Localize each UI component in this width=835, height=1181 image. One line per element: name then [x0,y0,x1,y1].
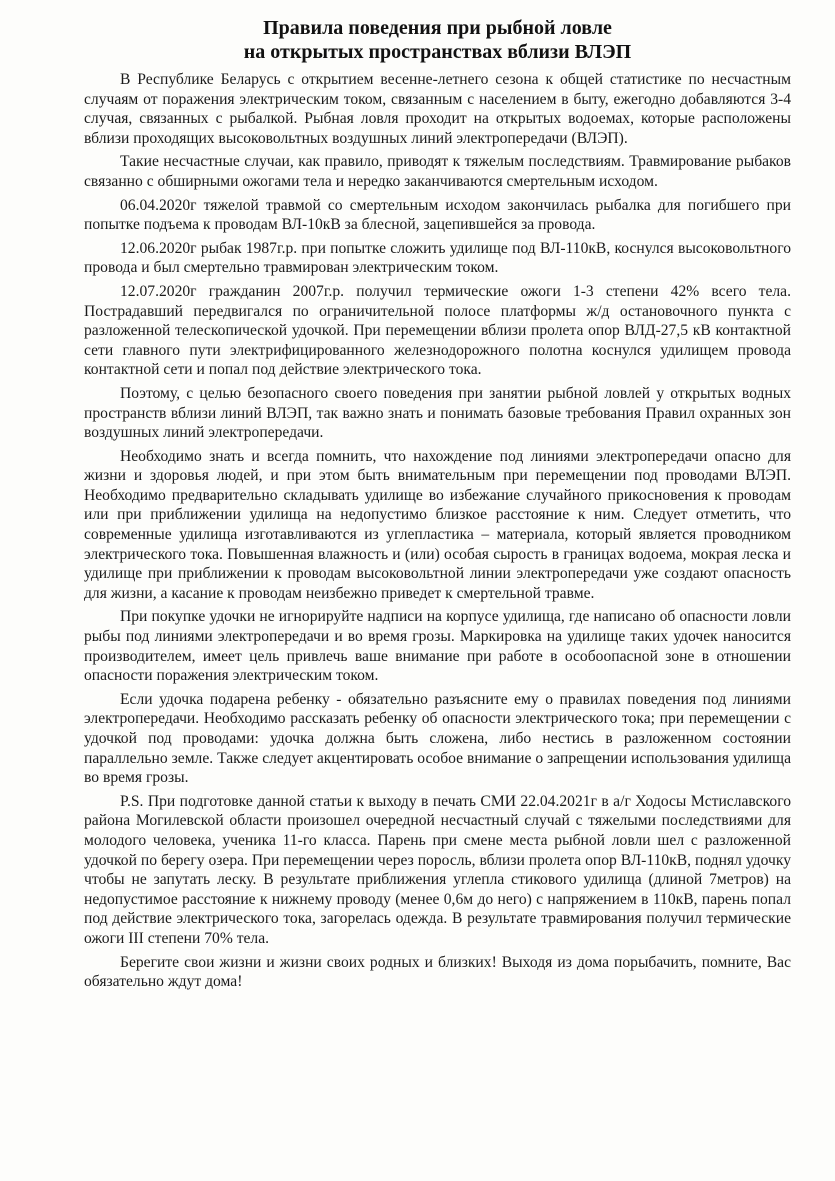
paragraph-incident-3: 12.07.2020г гражданин 2007г.р. получил термические ожоги 1-3 степени 42% всего тела. Пострадавший передвигался по ограничительной полосе платформы ж/д остановочного пункта с разложенной телескопической удочкой. При перемещении вблизи пролета опор ВЛД-27,5 кВ контактной сети главного пути электрифицированного железнодорожного полотна коснулся удилищем провода контактной сети и попал под действие электрического тока. [84,282,791,379]
paragraph-incident-1: 06.04.2020г тяжелой травмой со смертельным исходом закончилась рыбалка для погибшего при попытке подъема к проводам ВЛ-10кВ за блесной, зацепившейся за провода. [84,196,791,234]
paragraph-incident-2: 12.06.2020г рыбак 1987г.р. при попытке сложить удилище под ВЛ-110кВ, коснулся высоковольтного провода и был смертельно травмирован электрическим током. [84,239,791,277]
title-line-2: на открытых пространствах вблизи ВЛЭП [243,41,632,63]
paragraph-marking: При покупке удочки не игнорируйте надписи на корпусе удилища, где написано об опасности ловли рыбы под линиями электропередачи и во время грозы. Маркировка на удилище таких удочек наносится производителем, имеет цель привлечь ваше внимание при работе в особоопасной зоне в отношении опасности поражения электрическим током. [84,608,791,685]
title-line-1: Правила поведения при рыбной ловле [263,17,612,39]
paragraph-children: Если удочка подарена ребенку - обязательно разъясните ему о правилах поведения под линиями электропередачи. Необходимо рассказать ребенку об опасности электрического тока; при перемещении с удочкой под проводами: удочка должна быть сложена, либо нестись в разложенном состоянии параллельно земле. Также следует акцентировать особое внимание о запрещении использования удилища во время грозы. [84,690,791,787]
paragraph-consequences: Такие несчастные случаи, как правило, приводят к тяжелым последствиям. Травмирование рыбаков связанно с обширными ожогами тела и нередко заканчиваются смертельным исходом. [84,153,791,190]
paragraph-closing: Берегите свои жизни и жизни своих родных и близких! Выходя из дома порыбачить, помните, Вас обязательно ждут дома! [84,953,791,991]
paragraph-intro: В Республике Беларусь с открытием весенне-летнего сезона к общей статистике по несчастным случаям от поражения электрическим током, связанным с населением в быту, ежегодно добавляются 3-4 случая, связанных с рыбалкой. Рыбная ловля проходит на открытых водоемах, которые расположены вблизи проходящих высоковольтных воздушных линий электропередачи (ВЛЭП). [84,71,791,147]
paragraph-rules: Необходимо знать и всегда помнить, что нахождение под линиями электропередачи опасно для жизни и здоровья людей, и при этом быть внимательным при перемещении под проводами ВЛЭП. Необходимо предварительно складывать удилище во избежание случайного прикосновения к проводам или при приближении удилища на недопустимо близкое расстояние к ним. Следует отметить, что современные удилища изготавливаются из углепластика – материала, который является проводником электрического тока. Повышенная влажность и (или) особая сырость в границах водоема, мокрая леска и удилище при приближении к проводам высоковольтной линии электропередачи уже создают опасность для жизни, а касание к проводам неизбежно приведет к смертельной травме. [84,447,791,602]
paragraph-purpose: Поэтому, с целью безопасного своего поведения при занятии рыбной ловлей у открытых водных пространств вблизи линий ВЛЭП, так важно знать и понимать базовые требования Правил охранных зон воздушных линий электропередачи. [84,384,791,442]
paragraph-postscript: P.S. При подготовке данной статьи к выходу в печать СМИ 22.04.2021г в а/г Ходосы Мстиславского района Могилевской области произошел очередной несчастный случай с тяжелыми последствиями для молодого человека, ученика 11-го класса. Парень при смене места рыбной ловли шел с разложенной удочкой по берегу озера. При перемещении через поросль, вблизи пролета опор ВЛ-110кВ, поднял удочку чтобы не запутать леску. В результате приближения углепла стикового удилища (длиной 7метров) на недопустимое расстояние к нижнему проводу (менее 0,6м до него) с напряжением в 110кВ, парень попал под действие электрического тока, загорелась одежда. В результате травмирования получил термические ожоги III степени 70% тела. [84,792,791,947]
document-title [84,16,791,64]
